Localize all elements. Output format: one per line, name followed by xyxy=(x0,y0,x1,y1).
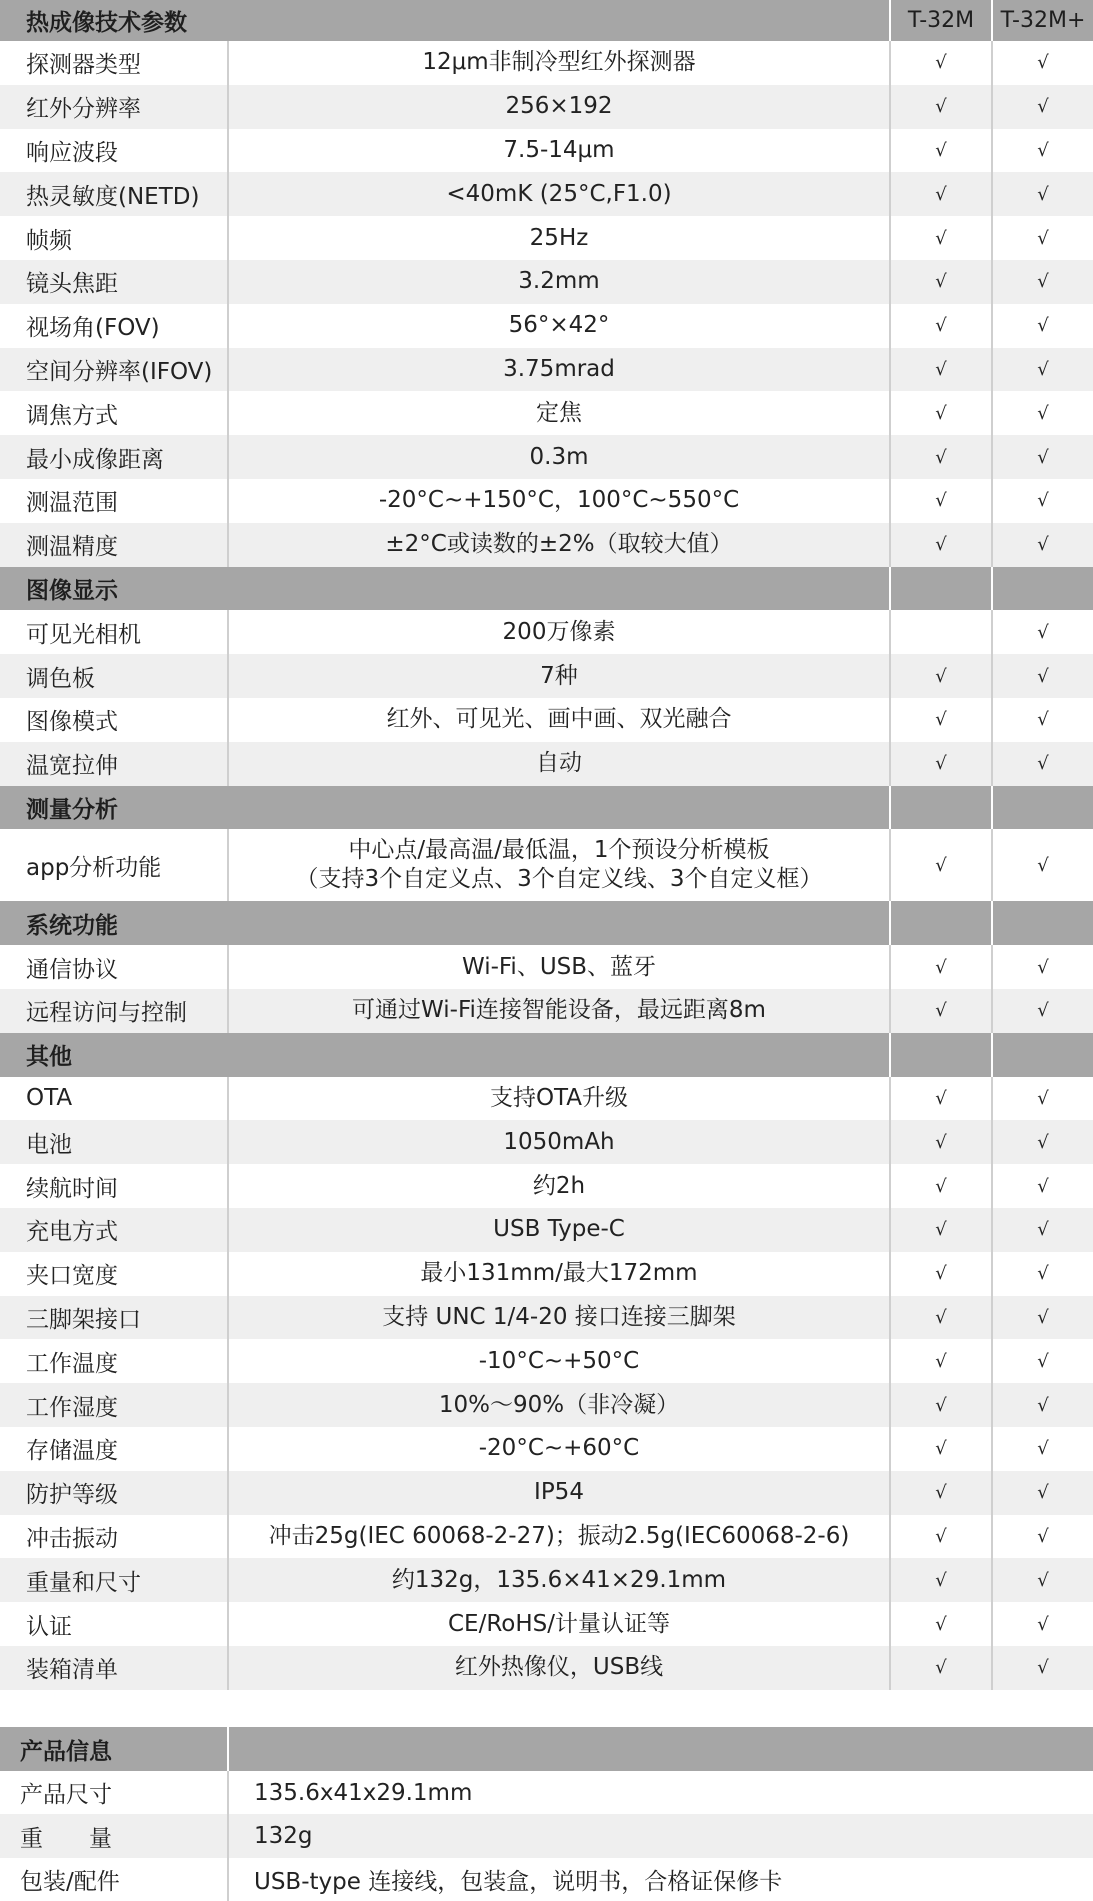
table-row xyxy=(0,435,1093,479)
table-row xyxy=(0,348,1093,392)
section-spacer xyxy=(891,901,993,945)
table-row xyxy=(0,391,1093,435)
table-row xyxy=(0,1515,1093,1559)
check-mark-icon: √ xyxy=(891,1427,993,1471)
param-name: 夹口宽度 xyxy=(0,1252,229,1296)
check-mark-icon: √ xyxy=(891,698,993,742)
table-header xyxy=(0,0,1093,41)
param-value: 200万像素 xyxy=(229,610,891,654)
info-label: 包装/配件 xyxy=(0,1858,229,1901)
check-mark-icon: √ xyxy=(891,1339,993,1383)
model-a-header: T-32M xyxy=(891,0,993,41)
check-mark-icon: √ xyxy=(1037,956,1049,978)
section-title: 其他 xyxy=(26,1044,72,1071)
param-value: 56°×42° xyxy=(229,304,891,348)
table-row xyxy=(0,304,1093,348)
param-value: 约132g，135.6×41×29.1mm xyxy=(229,1558,891,1602)
check-mark-icon: √ xyxy=(891,260,993,304)
info-value: 135.6x41x29.1mm xyxy=(254,1779,473,1806)
section-spacer xyxy=(891,1033,993,1077)
section-spacer xyxy=(229,901,891,945)
param-name: 图像模式 xyxy=(0,698,229,742)
info-label: 产品尺寸 xyxy=(0,1771,229,1814)
check-mark-icon: √ xyxy=(1037,1175,1049,1197)
param-value: 7种 xyxy=(229,654,891,698)
param-value: 3.2mm xyxy=(229,260,891,304)
table-row xyxy=(0,41,1093,85)
table-row xyxy=(0,989,1093,1033)
check-mark-icon: √ xyxy=(1037,665,1049,687)
check-mark-icon: √ xyxy=(891,1383,993,1427)
param-value: -20°C~+150°C，100°C~550°C xyxy=(229,479,891,523)
param-name: 工作温度 xyxy=(0,1339,229,1383)
check-mark-icon: √ xyxy=(891,479,993,523)
check-mark-icon: √ xyxy=(891,654,993,698)
section-spacer xyxy=(229,786,891,830)
section-spacer xyxy=(891,567,993,611)
param-value: 红外热像仪，USB线 xyxy=(229,1646,891,1690)
table-row xyxy=(0,1077,1093,1121)
info-value: 132g xyxy=(254,1823,313,1849)
section-header xyxy=(0,567,1093,611)
check-mark-icon: √ xyxy=(891,41,993,85)
param-name: 装箱清单 xyxy=(0,1646,229,1690)
param-name: 存储温度 xyxy=(0,1427,229,1471)
check-mark-icon: √ xyxy=(891,1646,993,1690)
info-value: USB-type 连接线，包装盒，说明书，合格证保修卡 xyxy=(254,1869,783,1895)
param-name: 最小成像距离 xyxy=(0,435,229,479)
param-value: 自动 xyxy=(229,742,891,786)
param-value: 约2h xyxy=(229,1164,891,1208)
check-mark-icon: √ xyxy=(1037,490,1049,512)
param-value: 红外、可见光、画中画、双光融合 xyxy=(229,698,891,742)
param-value: 12μm非制冷型红外探测器 xyxy=(229,41,891,85)
check-mark-icon: √ xyxy=(1037,315,1049,337)
param-value: USB Type-C xyxy=(229,1208,891,1252)
table-row xyxy=(0,523,1093,567)
check-mark-icon: √ xyxy=(1037,358,1049,380)
check-mark-icon: √ xyxy=(1037,402,1049,424)
table-row xyxy=(0,172,1093,216)
check-mark-icon: √ xyxy=(891,1208,993,1252)
param-name: 测温范围 xyxy=(0,479,229,523)
table-row xyxy=(0,1602,1093,1646)
check-mark-icon: √ xyxy=(891,348,993,392)
param-value: 支持 UNC 1/4-20 接口连接三脚架 xyxy=(229,1296,891,1340)
check-mark-icon: √ xyxy=(1037,1438,1049,1460)
section-spacer xyxy=(229,567,891,611)
table-row xyxy=(0,1208,1093,1252)
table-row xyxy=(0,1120,1093,1164)
param-name: 电池 xyxy=(0,1120,229,1164)
table-row xyxy=(0,1646,1093,1690)
check-mark-icon: √ xyxy=(891,945,993,989)
check-mark-icon: √ xyxy=(1037,227,1049,249)
check-mark-icon xyxy=(891,610,993,654)
param-value: 7.5-14μm xyxy=(229,129,891,173)
param-name: 空间分辨率(IFOV) xyxy=(0,348,229,392)
check-mark-icon: √ xyxy=(1037,183,1049,205)
check-mark-icon: √ xyxy=(891,523,993,567)
check-mark-icon: √ xyxy=(891,391,993,435)
table-row xyxy=(0,829,1093,901)
check-mark-icon: √ xyxy=(1037,1569,1049,1591)
product-info-header xyxy=(0,1727,1093,1771)
check-mark-icon: √ xyxy=(891,1164,993,1208)
param-name: 通信协议 xyxy=(0,945,229,989)
param-value: CE/RoHS/计量认证等 xyxy=(229,1602,891,1646)
check-mark-icon: √ xyxy=(1037,446,1049,468)
table-row xyxy=(0,1296,1093,1340)
table-row xyxy=(0,479,1093,523)
param-value: -10°C~+50°C xyxy=(229,1339,891,1383)
check-mark-icon: √ xyxy=(1037,1613,1049,1635)
param-name: 镜头焦距 xyxy=(0,260,229,304)
param-name: 响应波段 xyxy=(0,129,229,173)
section-spacer xyxy=(229,1033,891,1077)
param-value: 0.3m xyxy=(229,435,891,479)
param-name: 热灵敏度(NETD) xyxy=(0,172,229,216)
check-mark-icon: √ xyxy=(891,989,993,1033)
check-mark-icon: √ xyxy=(891,435,993,479)
model-b-header: T-32M+ xyxy=(1000,8,1086,33)
param-name: 重量和尺寸 xyxy=(0,1558,229,1602)
check-mark-icon: √ xyxy=(891,172,993,216)
section-header xyxy=(0,901,1093,945)
check-mark-icon: √ xyxy=(1037,621,1049,643)
check-mark-icon: √ xyxy=(1037,1306,1049,1328)
info-row xyxy=(0,1771,1093,1814)
table-title: 热成像技术参数 xyxy=(26,10,187,36)
check-mark-icon: √ xyxy=(1037,534,1049,556)
table-row xyxy=(0,945,1093,989)
check-mark-icon: √ xyxy=(1037,709,1049,731)
check-mark-icon: √ xyxy=(1037,1350,1049,1372)
table-row xyxy=(0,216,1093,260)
check-mark-icon: √ xyxy=(891,304,993,348)
param-value: IP54 xyxy=(229,1471,891,1515)
param-value: 冲击25g(IEC 60068-2-27)；振动2.5g(IEC60068-2-6) xyxy=(229,1515,891,1559)
section-header xyxy=(0,1033,1093,1077)
param-name: 工作湿度 xyxy=(0,1383,229,1427)
param-value: ±2°C或读数的±2%（取较大值） xyxy=(229,523,891,567)
table-row xyxy=(0,1471,1093,1515)
check-mark-icon: √ xyxy=(891,1515,993,1559)
param-name: 探测器类型 xyxy=(0,41,229,85)
product-info-title: 产品信息 xyxy=(0,1727,229,1771)
table-row xyxy=(0,1252,1093,1296)
table-row xyxy=(0,654,1093,698)
param-name: 调色板 xyxy=(0,654,229,698)
section-title: 测量分析 xyxy=(26,796,118,823)
param-value: 可通过Wi-Fi连接智能设备，最远距离8m xyxy=(229,989,891,1033)
table-row xyxy=(0,85,1093,129)
table-row xyxy=(0,610,1093,654)
param-value: <40mK (25°C,F1.0) xyxy=(229,172,891,216)
check-mark-icon: √ xyxy=(891,742,993,786)
check-mark-icon: √ xyxy=(1037,1525,1049,1547)
section-header xyxy=(0,786,1093,830)
param-value: 10%～90%（非冷凝） xyxy=(229,1383,891,1427)
param-value: Wi-Fi、USB、蓝牙 xyxy=(229,945,891,989)
info-label: 重 量 xyxy=(0,1814,229,1858)
table-row xyxy=(0,129,1093,173)
check-mark-icon: √ xyxy=(1037,753,1049,775)
table-row xyxy=(0,698,1093,742)
param-name: OTA xyxy=(0,1077,229,1121)
check-mark-icon: √ xyxy=(1037,1087,1049,1109)
check-mark-icon: √ xyxy=(891,129,993,173)
param-name: 充电方式 xyxy=(0,1208,229,1252)
check-mark-icon: √ xyxy=(1037,139,1049,161)
table-row xyxy=(0,1164,1093,1208)
check-mark-icon: √ xyxy=(1037,1000,1049,1022)
check-mark-icon: √ xyxy=(1037,1263,1049,1285)
check-mark-icon: √ xyxy=(1037,52,1049,74)
param-name: 红外分辨率 xyxy=(0,85,229,129)
table-row xyxy=(0,1427,1093,1471)
param-name: 可见光相机 xyxy=(0,610,229,654)
param-name: 冲击振动 xyxy=(0,1515,229,1559)
param-name: 续航时间 xyxy=(0,1164,229,1208)
table-row xyxy=(0,1339,1093,1383)
table-row xyxy=(0,260,1093,304)
param-value: 3.75mrad xyxy=(229,348,891,392)
check-mark-icon: √ xyxy=(1037,1394,1049,1416)
param-value-line: 中心点/最高温/最低温，1个预设分析模板 xyxy=(348,837,770,864)
param-name: 远程访问与控制 xyxy=(0,989,229,1033)
param-value: 256×192 xyxy=(229,85,891,129)
param-name: app分析功能 xyxy=(0,829,229,901)
check-mark-icon: √ xyxy=(891,1602,993,1646)
check-mark-icon: √ xyxy=(1037,854,1049,876)
param-value: 1050mAh xyxy=(229,1120,891,1164)
param-value: 定焦 xyxy=(229,391,891,435)
info-row xyxy=(0,1814,1093,1858)
param-name: 温宽拉伸 xyxy=(0,742,229,786)
check-mark-icon: √ xyxy=(891,1471,993,1515)
section-title: 图像显示 xyxy=(26,577,118,604)
table-row xyxy=(0,1558,1093,1602)
param-value xyxy=(229,829,891,901)
param-name: 认证 xyxy=(0,1602,229,1646)
check-mark-icon: √ xyxy=(891,1077,993,1121)
param-value-line: （支持3个自定义点、3个自定义线、3个自定义框） xyxy=(295,866,823,893)
check-mark-icon: √ xyxy=(891,1296,993,1340)
param-name: 防护等级 xyxy=(0,1471,229,1515)
header-spacer xyxy=(229,0,891,41)
param-value: 支持OTA升级 xyxy=(229,1077,891,1121)
check-mark-icon: √ xyxy=(1037,1657,1049,1679)
check-mark-icon: √ xyxy=(1037,1482,1049,1504)
table-row xyxy=(0,742,1093,786)
param-name: 视场角(FOV) xyxy=(0,304,229,348)
check-mark-icon: √ xyxy=(1037,96,1049,118)
param-value: 最小131mm/最大172mm xyxy=(229,1252,891,1296)
param-name: 三脚架接口 xyxy=(0,1296,229,1340)
check-mark-icon: √ xyxy=(1037,271,1049,293)
param-name: 帧频 xyxy=(0,216,229,260)
info-row xyxy=(0,1858,1093,1901)
param-value: -20°C~+60°C xyxy=(229,1427,891,1471)
check-mark-icon: √ xyxy=(1037,1219,1049,1241)
check-mark-icon: √ xyxy=(891,216,993,260)
table-row xyxy=(0,1383,1093,1427)
check-mark-icon: √ xyxy=(1037,1131,1049,1153)
param-name: 调焦方式 xyxy=(0,391,229,435)
check-mark-icon: √ xyxy=(891,1252,993,1296)
check-mark-icon: √ xyxy=(891,829,993,901)
param-value: 25Hz xyxy=(229,216,891,260)
check-mark-icon: √ xyxy=(891,1558,993,1602)
section-spacer xyxy=(891,786,993,830)
check-mark-icon: √ xyxy=(891,85,993,129)
param-name: 测温精度 xyxy=(0,523,229,567)
check-mark-icon: √ xyxy=(891,1120,993,1164)
section-title: 系统功能 xyxy=(26,912,118,939)
